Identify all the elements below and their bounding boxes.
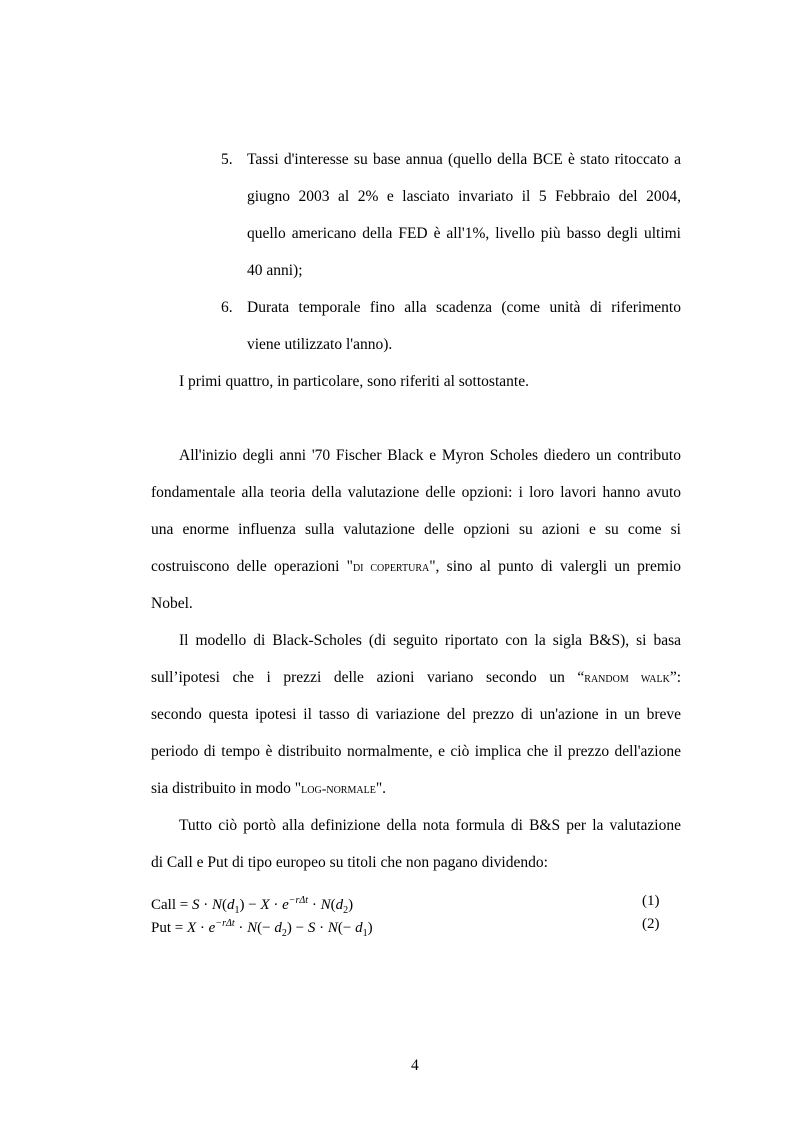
list-item-5-line-4: 40 anni); <box>247 262 303 279</box>
formula-call-n1: N <box>211 897 222 913</box>
formula-call-dot-3: · <box>308 897 321 913</box>
term-random-walk: random walk <box>584 671 670 686</box>
formula-put-n2: N <box>327 920 338 936</box>
formula-call-e: e <box>282 897 289 913</box>
formula-call-n2: N <box>320 897 331 913</box>
para-fischer-line-5: Nobel. <box>151 595 193 612</box>
formula-call-lparen-2: ( <box>330 897 336 913</box>
para-tutto-line-2: di Call e Put di tipo europeo su titoli che non pagano dividendo: <box>151 854 548 871</box>
para-modello-line-5-pre: sia distribuito in modo " <box>151 780 302 797</box>
formula-call-exponent: −rΔt <box>288 895 309 906</box>
formula-put-eq: = <box>171 920 187 936</box>
formula-call-d1-sub: 1 <box>234 905 240 916</box>
formula-put-rparen-2: ) <box>367 920 373 936</box>
formula-put-neg-1: − <box>262 920 271 936</box>
formula-call-minus: − <box>244 897 261 913</box>
formula-call-rparen-1: ) <box>239 897 245 913</box>
formula-put-dot-2: · <box>234 920 248 936</box>
formula-put-d2: d <box>274 920 282 936</box>
term-log-normale: log-normale <box>301 782 376 797</box>
formula-put-dot-3: · <box>315 920 328 936</box>
formula-call-rparen-2: ) <box>348 897 354 913</box>
list-item-5-line-3: quello americano della FED è all'1%, livello più basso degli ultimi <box>247 225 681 242</box>
para-modello-line-2-post: ”: <box>669 669 681 686</box>
formula-put-dot-1: · <box>196 920 209 936</box>
formula-put-neg-2: − <box>342 920 352 936</box>
list-number-5: 5. <box>221 151 233 168</box>
formula-put-s: S <box>307 920 316 936</box>
formula-put-exponent: −rΔt <box>215 918 235 929</box>
formula-call-d1: d <box>226 897 235 913</box>
formula-put-lparen-1: ( <box>257 920 263 936</box>
para-fischer-line-3: una enorme influenza sulla valutazione delle opzioni su azioni e su come si <box>151 521 681 538</box>
para-modello-line-1: Il modello di Black-Scholes (di seguito riportato con la sigla B&S), si basa <box>179 632 681 649</box>
formula-call-eq: = <box>176 897 192 913</box>
para-fischer-line-4 <box>151 557 681 578</box>
formula-call-d2-sub: 2 <box>343 905 349 916</box>
formula-put-d2-sub: 2 <box>281 928 287 939</box>
formula-call-dot-2: · <box>269 897 283 913</box>
list-item-6-line-2: viene utilizzato l'anno). <box>247 336 393 353</box>
list-number-6: 6. <box>221 299 233 316</box>
para-modello-line-2-pre: sull’ipotesi che i prezzi delle azioni variano secondo un “ <box>151 669 585 686</box>
para-fischer-line-4-pre: costruiscono delle operazioni " <box>151 558 353 575</box>
para-fischer-line-4-post: ", sino al punto di valergli un premio <box>429 558 681 575</box>
para-tutto-line-1: Tutto ciò portò alla definizione della nota formula di B&S per la valutazione <box>179 817 681 834</box>
list-item-5-line-2: giugno 2003 al 2% e lasciato invariato il 5 Febbraio del 2004, <box>247 188 681 205</box>
para-modello-line-3: secondo questa ipotesi il tasso di variazione del prezzo di un'azione in un breve <box>151 706 681 723</box>
equation-number-1: (1) <box>642 893 660 909</box>
formula-put-e: e <box>208 920 216 936</box>
formula-call-dot-1: · <box>199 897 212 913</box>
formula-put-d1-sub: 1 <box>362 928 368 939</box>
term-di-copertura: di copertura <box>352 560 430 575</box>
formula-put-d1: d <box>355 920 363 936</box>
formula-put-minus: − <box>291 920 308 936</box>
para-modello-line-2 <box>151 668 681 689</box>
formula-call-lhs: Call <box>151 897 176 913</box>
para-fischer-line-2: fondamentale alla teoria della valutazione delle opzioni: i loro lavori hanno avuto <box>151 484 681 501</box>
formula-call-d2: d <box>335 897 344 913</box>
paragraph-primi-quattro: I primi quattro, in particolare, sono riferiti al sottostante. <box>179 373 529 390</box>
para-modello-line-4: periodo di tempo è distribuito normalmente, e ciò implica che il prezzo dell'azione <box>151 743 681 760</box>
formula-call-lparen-1: ( <box>221 897 227 913</box>
formula-put-rparen-1: ) <box>286 920 292 936</box>
list-item-5-line-1: Tassi d'interesse su base annua (quello della BCE è stato ritoccato a <box>247 151 681 168</box>
para-modello-line-5-post: ". <box>375 780 387 797</box>
page-number: 4 <box>411 1057 419 1074</box>
formula-put-lparen-2: ( <box>337 920 343 936</box>
formula-put-lhs: Put <box>151 920 172 936</box>
equation-number-2: (2) <box>642 916 660 932</box>
formula-call-s: S <box>191 897 200 913</box>
list-item-6-line-1: Durata temporale fino alla scadenza (come unità di riferimento <box>247 299 681 316</box>
formula-put <box>151 914 373 944</box>
formula-call-x: X <box>260 897 270 913</box>
formula-put-x: X <box>186 920 197 936</box>
para-modello-line-5 <box>151 779 386 800</box>
formula-put-n1: N <box>247 920 258 936</box>
para-fischer-line-1: All'inizio degli anni '70 Fischer Black e Myron Scholes diedero un contributo <box>179 447 681 464</box>
